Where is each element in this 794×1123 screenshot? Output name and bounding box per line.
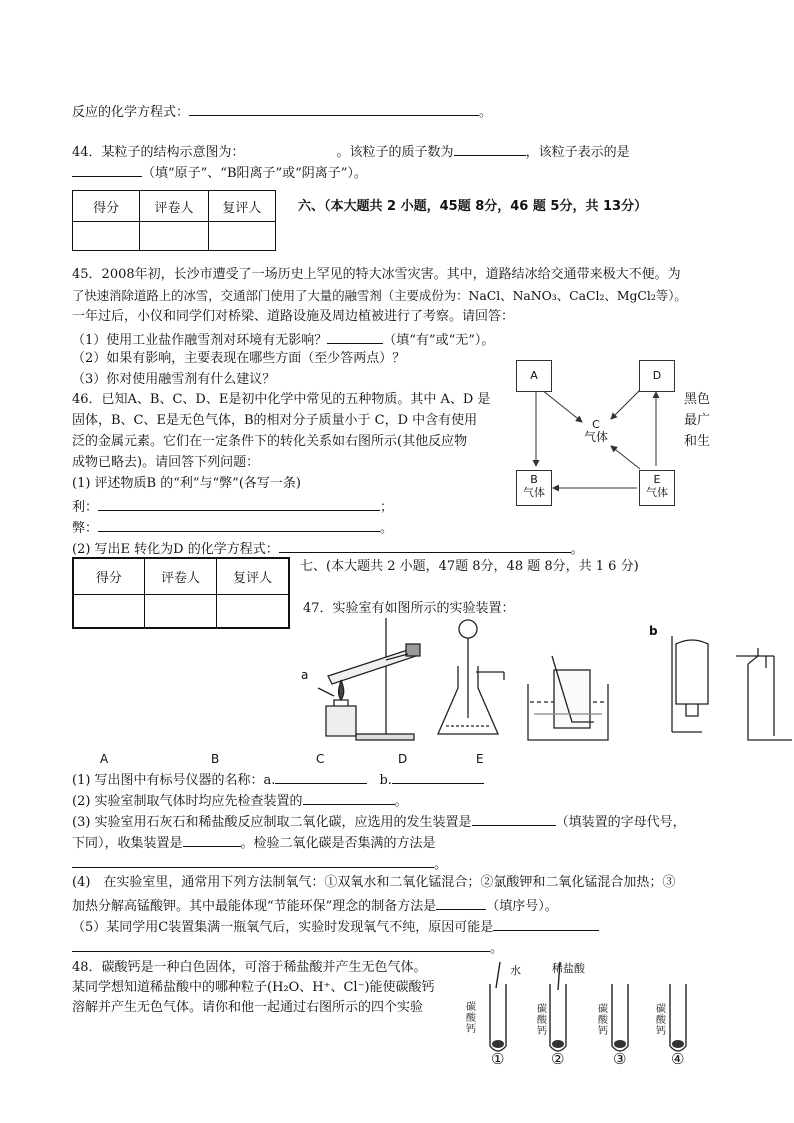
label-a-pointer: a	[301, 668, 309, 682]
grader-header-2: 评卷人	[144, 558, 217, 594]
q47-s5-end: 。	[490, 941, 504, 956]
node-e-sub: 气体	[646, 486, 668, 499]
node-b	[516, 470, 552, 506]
label-b-pointer: b	[649, 624, 658, 638]
reviewer-cell[interactable]	[208, 222, 275, 251]
q46-benefit-line	[72, 496, 393, 516]
q47-s4-line2	[72, 895, 558, 915]
q46-line2: 固体，B、C、E是无色气体，B的相对分子质量小于 C，D 中含有使用	[72, 413, 478, 428]
q47-s2-text: (2) 实验室制取气体时均应先检查装置的	[72, 794, 303, 809]
q46-harm-end: 。	[380, 521, 394, 536]
q46-line1-right: 黑色	[684, 392, 711, 407]
q47-s1-b: b.	[379, 773, 392, 788]
caco3-solid-3	[614, 1040, 626, 1048]
q46-line4: 成物已略去)。请回答下列问题：	[72, 455, 260, 470]
q46-harm-line	[72, 517, 393, 537]
q47-s3-line3	[72, 853, 447, 873]
tube-number-1: ①	[491, 1050, 505, 1068]
tube-number-2: ②	[551, 1050, 565, 1068]
q46-equation-text: (2) 写出E 转化为D 的化学方程式：	[72, 542, 279, 557]
q47-line1: 47．实验室有如图所示的实验装置：	[303, 601, 515, 616]
caco3-solid-4	[672, 1040, 684, 1048]
q47-s3-text-c: 下同），收集装置是	[72, 836, 183, 851]
q46-equation-blank[interactable]	[279, 538, 571, 553]
q47-s5	[72, 916, 599, 936]
q45-q1-blank[interactable]	[327, 329, 383, 344]
grader-header: 评卷人	[140, 191, 208, 222]
section-seven-title: 七、(本大题共 2 小题，47题 8分，48 题 8分，共 1 6 分)	[300, 559, 639, 574]
acid-label: 稀盐酸	[552, 962, 585, 975]
q46-line1: 46．已知A、B、C、D、E是初中化学中常见的五种物质。其中 A、D 是	[72, 392, 491, 407]
caco3-label-1: 碳酸钙	[466, 1002, 476, 1035]
node-d	[639, 360, 675, 392]
q44-proton-blank[interactable]	[454, 141, 526, 156]
q44-text-c: ，该粒子表示的是	[525, 145, 630, 160]
q45-line3: 一年过后，小仪和同学们对桥梁、道路设施及周边植被进行了考察。请回答：	[72, 309, 515, 324]
q47-s4-blank[interactable]	[436, 895, 486, 910]
q47-s5-blank-2[interactable]	[72, 937, 490, 952]
apparatus-label-c: C	[316, 752, 325, 766]
q43-tail-line	[72, 101, 492, 121]
caco3-label-2: 碳酸钙	[537, 1004, 547, 1037]
apparatus-a-heating	[318, 618, 420, 740]
caco3-label-4: 碳酸钙	[656, 1004, 666, 1037]
node-a-label: A	[530, 369, 538, 382]
q46-line2-right: 最广	[684, 413, 711, 428]
q47-s4-text-c: （填序号）。	[486, 899, 558, 914]
score-header: 得分	[73, 191, 140, 222]
q46-benefit-end: ；	[380, 500, 394, 515]
apparatus-illustration	[296, 614, 792, 748]
reviewer-header-2: 复评人	[217, 558, 289, 594]
q44-line1	[72, 141, 630, 161]
arrow-e-to-c	[611, 446, 640, 469]
q44-text-d: （填“原子”、“B阳离子”或“阴离子”）。	[142, 166, 367, 181]
q48-line3: 溶解并产生无色气体。请你和他一起通过右图所示的四个实验	[72, 1000, 424, 1015]
reviewer-cell-2[interactable]	[217, 594, 289, 628]
q46-benefit-blank[interactable]	[98, 496, 380, 511]
q47-s5-blank[interactable]	[493, 916, 599, 931]
q47-s3-method-blank[interactable]	[72, 853, 434, 868]
tube-number-4: ④	[671, 1050, 685, 1068]
apparatus-label-d: D	[398, 752, 408, 766]
q48-line2: 某同学想知道稀盐酸中的哪种粒子(H₂O、H⁺、Cl⁻)能使碳酸钙	[72, 980, 435, 995]
q48-line1: 48．碳酸钙是一种白色固体，可溶于稀盐酸并产生无色气体。	[72, 960, 427, 975]
q43-tail-end: 。	[479, 105, 493, 120]
q44-text-a: 44．某粒子的结构示意图为：	[72, 145, 245, 160]
caco3-label-3: 碳酸钙	[598, 1004, 608, 1037]
node-c-label: C	[592, 418, 600, 431]
q47-s3-text-d: 。检验二氧化碳是否集满的方法是	[240, 836, 436, 851]
q47-s4-text-b: 加热分解高锰酸钾。其中最能体现“节能环保”理念的制备方法是	[72, 899, 437, 914]
q45-line5: （2）如果有影响，主要表现在哪些方面（至少答两点）？	[72, 351, 406, 366]
node-b-sub: 气体	[523, 486, 545, 499]
q46-line3: 泛的金属元素。它们在一定条件下的转化关系如右图所示(其他反应物	[72, 434, 468, 449]
q46-line8	[72, 538, 584, 558]
score-cell-2[interactable]	[73, 594, 144, 628]
q47-s3-line2	[72, 832, 436, 852]
q47-s5-text: （5）某同学用C装置集满一瓶氧气后，实验时发现氧气不纯，原因可能是	[72, 920, 494, 935]
apparatus-e-gas-bottle	[736, 648, 792, 740]
q46-equation-end: 。	[570, 542, 584, 557]
score-table-six	[72, 190, 276, 251]
grader-cell[interactable]	[140, 222, 208, 251]
apparatus-label-a: A	[100, 752, 109, 766]
apparatus-d-inverted-bottle	[672, 636, 708, 732]
node-a	[516, 360, 552, 392]
q47-s2-end: 。	[394, 794, 408, 809]
apparatus-b-flask	[438, 620, 504, 734]
q45-line2: 了快速消除道路上的冰雪，交通部门使用了大量的融雪剂（主要成份为：NaCl、NaNO₃、CaCl₂、MgCl₂等）。	[72, 288, 687, 303]
q45-q1-end: （填“有”或“无”）。	[383, 333, 495, 348]
q46-line3-right: 和生	[684, 434, 711, 449]
q46-harm-label: 弊：	[72, 521, 99, 536]
score-header-2: 得分	[73, 558, 144, 594]
apparatus-label-b: B	[211, 752, 220, 766]
node-e-label: E	[653, 473, 661, 486]
score-cell[interactable]	[73, 222, 140, 251]
q44-text-b: 。该粒子的质子数为	[336, 145, 454, 160]
q43-tail-text: 反应的化学方程式：	[72, 105, 190, 120]
q47-s3-text: (3) 实验室用石灰石和稀盐酸反应制取二氧化碳，应选用的发生装置是	[72, 815, 472, 830]
arrow-d-to-c	[611, 390, 640, 419]
q47-s3-end: 。	[434, 857, 448, 872]
q47-s2-blank[interactable]	[303, 790, 395, 805]
q47-s3	[72, 811, 686, 831]
section-six-title: 六、（本大题共 2 小题，45题 8分，46 题 5分，共 13分）	[298, 199, 648, 214]
q47-s1	[72, 769, 484, 789]
apparatus-label-e: E	[476, 752, 484, 766]
q47-b-blank[interactable]	[392, 769, 484, 784]
arrow-a-to-c	[542, 390, 582, 422]
q47-s5-line2	[72, 937, 503, 957]
q44-type-blank[interactable]	[72, 162, 142, 177]
q46-benefit-label: 利：	[72, 500, 99, 515]
q44-line2	[72, 162, 367, 182]
node-e	[639, 470, 675, 506]
q47-s3-collector-blank[interactable]	[183, 832, 241, 847]
apparatus-c-water-trough	[528, 656, 608, 740]
score-table-seven	[72, 557, 290, 629]
node-d-label: D	[652, 369, 662, 382]
q46-line5: (1) 评述物质B 的“利”与“弊”(各写一条)	[72, 476, 301, 491]
q47-a-blank[interactable]	[275, 769, 367, 784]
q47-s4: (4) 在实验室里，通常用下列方法制氧气：①双氧水和二氧化锰混合；②氯酸钾和二氧化锰混合加热；③	[72, 875, 676, 890]
node-b-label: B	[530, 473, 538, 486]
tube-number-3: ③	[613, 1050, 627, 1068]
q45-line4	[72, 329, 494, 349]
caco3-solid-2	[552, 1040, 564, 1048]
q47-s3-text-b: （填装置的字母代号，	[555, 815, 686, 830]
q47-s1-text: (1) 写出图中有标号仪器的名称：a.	[72, 773, 276, 788]
node-c	[577, 416, 615, 450]
grader-cell-2[interactable]	[144, 594, 217, 628]
q43-equation-blank[interactable]	[189, 101, 479, 116]
tube-1-pointer	[496, 962, 500, 988]
q47-s2	[72, 790, 408, 810]
q46-harm-blank[interactable]	[98, 517, 380, 532]
q47-s3-generator-blank[interactable]	[472, 811, 556, 826]
q45-line6: （3）你对使用融雪剂有什么建议？	[72, 372, 276, 387]
reviewer-header: 复评人	[208, 191, 275, 222]
q45-line1: 45．2008年初，长沙市遭受了一场历史上罕见的特大冰雪灾害。其中，道路结冰给交通带来极大不便。为	[72, 267, 681, 282]
q45-q1-text: （1）使用工业盐作融雪剂对环境有无影响？	[72, 333, 328, 348]
caco3-solid-1	[492, 1040, 504, 1048]
water-label: 水	[510, 964, 521, 977]
node-c-sub: 气体	[583, 430, 608, 444]
